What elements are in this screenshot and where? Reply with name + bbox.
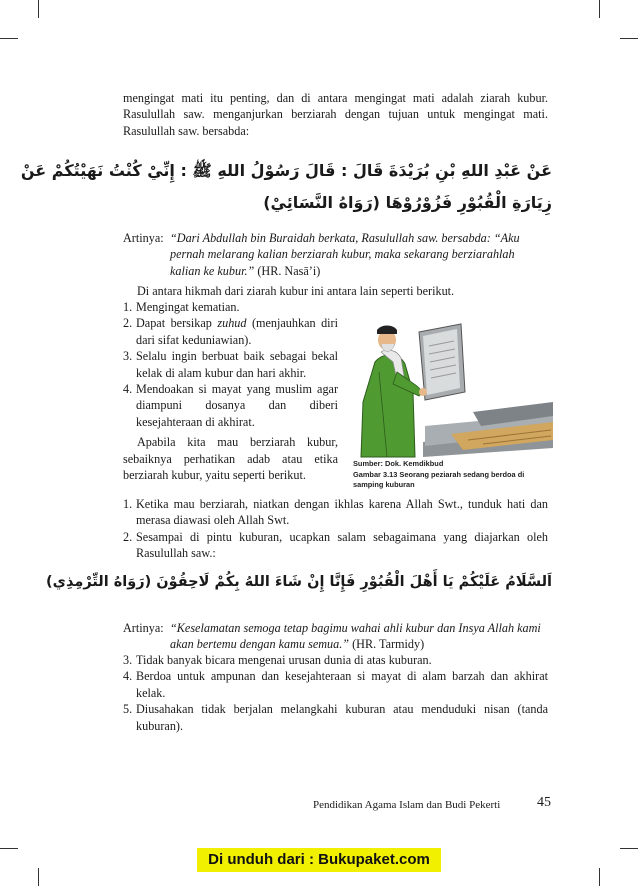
list-item: 2. Sesampai di pintu kuburan, ucapkan salam sebagaimana yang diajarkan oleh Rasulullah saw.: xyxy=(123,529,548,561)
translation-text: “Dari Abdullah bin Buraidah berkata, Rasulullah saw. bersabda: “Aku pernah melarang kalian berziarah kubur, maka sekarang berziarahlah kalian ke kubur.” xyxy=(170,231,520,278)
list-item: 3. Tidak banyak bicara mengenai urusan dunia di atas kuburan. xyxy=(123,653,432,667)
adab-intro: Apabila kita mau berziarah kubur, sebaiknya perhatikan adab atau etika berziarah kubur, yaitu seperti berikut. xyxy=(123,435,338,483)
list-item: 5. Diusahakan tidak berjalan melangkahi kuburan atau menduduki nisan (tanda kuburan). xyxy=(123,702,548,733)
adab-list-b xyxy=(123,652,548,734)
arabic-hadith-1 xyxy=(20,155,552,219)
translation-1 xyxy=(123,230,548,279)
list-item: 2. Dapat bersikap zuhud (menjauhkan diri dari sifat keduniawian). xyxy=(123,316,338,347)
pilgrim-illustration xyxy=(353,322,553,457)
crop-mark xyxy=(599,868,600,886)
hikmah-list-wrap xyxy=(123,299,338,483)
crop-mark xyxy=(620,848,638,849)
figure-caption xyxy=(353,459,553,491)
translation-text: “Keselamatan semoga tetap bagimu wahai ahli kubur dan Insya Allah kami akan bertemu dengan kamu semua.” xyxy=(170,621,541,652)
crop-mark xyxy=(0,848,18,849)
crop-mark xyxy=(620,38,638,39)
translation-2 xyxy=(123,620,548,653)
adab-list-a-wrap xyxy=(123,496,548,562)
list-item: 4. Mendoakan si mayat yang muslim agar diampuni dosanya dan diberi kesejahteraan di akhirat. xyxy=(123,382,338,429)
hadith-source: (HR. Nasā’i) xyxy=(254,263,321,278)
hikmah-intro: Di antara hikmah dari ziarah kubur ini antara lain seperti berikut. xyxy=(137,284,455,298)
figure-title: Gambar 3.13 Seorang peziarah sedang berdoa di samping kuburan xyxy=(353,469,525,489)
hikmah-section xyxy=(123,283,548,299)
crop-mark xyxy=(38,868,39,886)
translation-label: Artinya: xyxy=(123,621,164,635)
download-banner[interactable]: Di unduh dari : Bukupaket.com xyxy=(197,848,441,872)
crop-mark xyxy=(38,0,39,18)
hadith-source: (HR. Tarmidy) xyxy=(349,637,425,652)
list-item: 1. Ketika mau berziarah, niatkan dengan ikhlas karena Allah Swt., tunduk hati dan merasa diawasi oleh Allah Swt. xyxy=(123,497,548,528)
crop-mark xyxy=(0,38,18,39)
hikmah-list xyxy=(123,299,338,430)
translation-label: Artinya: xyxy=(123,231,164,245)
arabic-hadith-1-line2: زِيَارَةِ الْقُبُوْرِ فَزُوْرُوْهَا (رَوَاهُ النَّسَائِيْ) xyxy=(263,193,552,212)
crop-mark xyxy=(599,0,600,18)
list-item: 1. Mengingat kematian. xyxy=(123,300,240,314)
arabic-hadith-1-line1: عَنْ عَبْدِ اللهِ بْنِ بُرَيْدَةَ قَالَ : قَالَ رَسُوْلُ اللهِ ﷺ : إِنِّيْ كُنْتُ نَهَيْتُكُمْ عَنْ xyxy=(20,161,552,180)
intro-section xyxy=(123,90,548,139)
adab-list-b-wrap xyxy=(123,652,548,734)
footer-title: Pendidikan Agama Islam dan Budi Pekerti xyxy=(313,799,501,811)
list-item: 4. Berdoa untuk ampunan dan kesejahteraan si mayat di alam barzah dan akhirat kelak. xyxy=(123,669,548,700)
intro-paragraph: mengingat mati itu penting, dan di antara mengingat mati adalah ziarah kubur. Rasulullah saw. menganjurkan berziarah dengan tujuan untuk mengingat mati. Rasulullah saw. bersabda: xyxy=(123,91,548,138)
page-number: 45 xyxy=(537,795,551,810)
list-item: 3. Selalu ingin berbuat baik sebagai bekal kelak di alam kubur dan hari akhir. xyxy=(123,349,338,380)
arabic-hadith-2: اَلسَّلَامُ عَلَيْكُمْ يَا أَهْلَ الْقُبُوْرِ فَإِنَّا إِنْ شَاءَ اللهُ بِكُمْ لَاحِقُوْنَ (رَوَاهُ التِّرْمِذِي) xyxy=(46,574,552,590)
figure-source: Sumber: Dok. Kemdikbud xyxy=(353,459,444,468)
adab-list-a xyxy=(123,496,548,562)
